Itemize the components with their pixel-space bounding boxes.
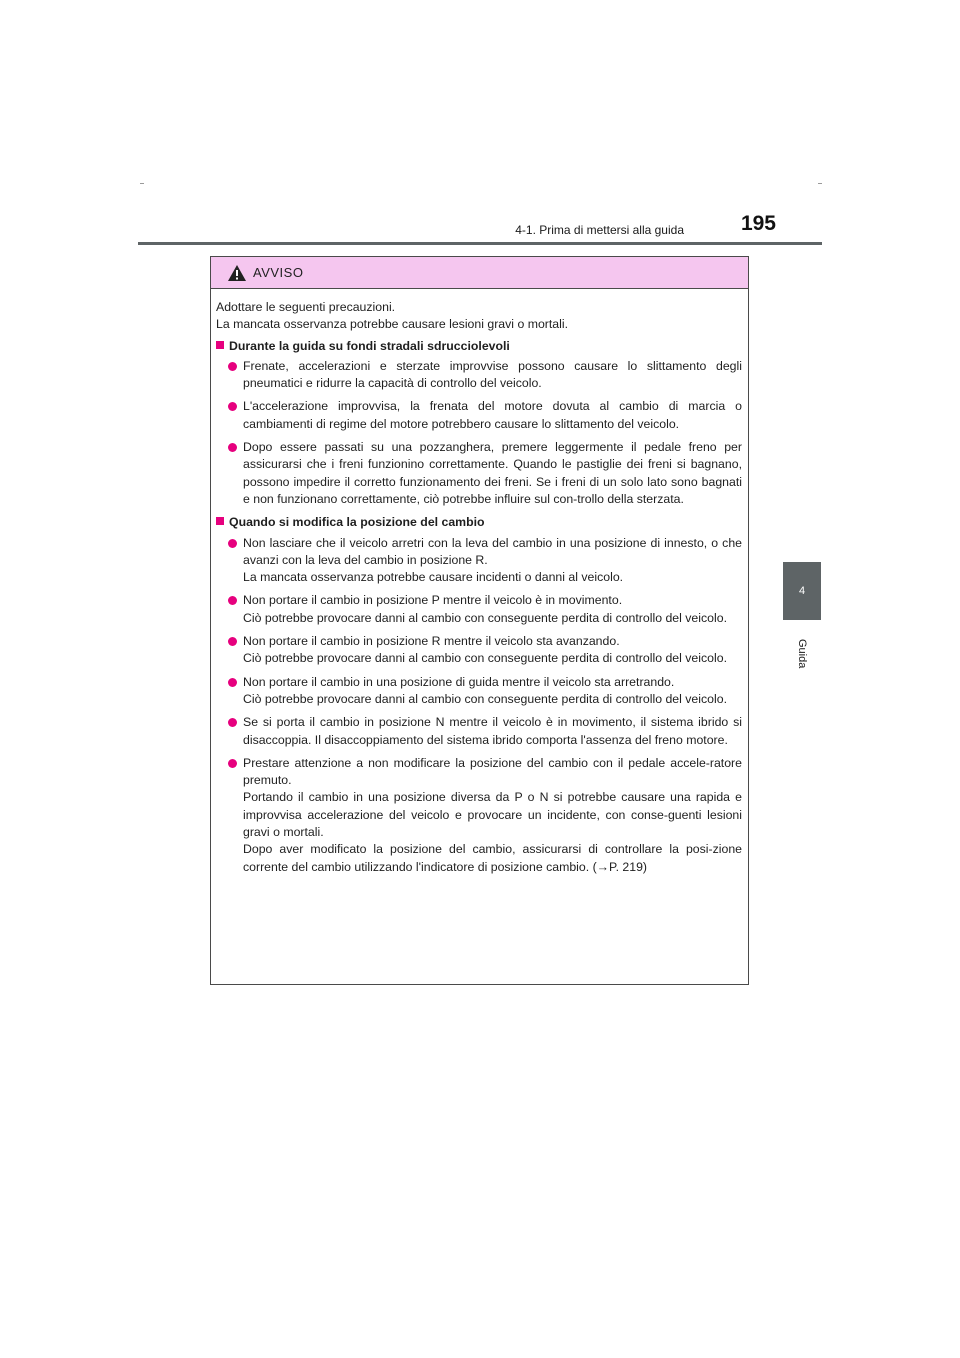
item-text: Ciò potrebbe provocare danni al cambio con conseguente perdita di controllo del veicolo. [243, 651, 727, 666]
crop-mark-left [140, 183, 144, 184]
section-title: 4-1. Prima di mettersi alla guida [515, 223, 684, 237]
warning-body [211, 289, 748, 876]
intro-line: La mancata osservanza potrebbe causare lesioni gravi o mortali. [216, 317, 569, 332]
page-header [138, 208, 822, 246]
list-item [216, 755, 742, 876]
section-heading-text: Durante la guida su fondi stradali sdrucciolevoli [229, 338, 510, 353]
list-item [216, 633, 742, 668]
item-text: Non portare il cambio in posizione P mentre il veicolo è in movimento. [243, 593, 623, 608]
square-bullet-icon [216, 517, 224, 525]
item-text: L'accelerazione improvvisa, la frenata del motore dovuta al cambio di marcia o cambiamenti di regime del motore potrebbero causare lo slittamento del veicolo. [243, 399, 742, 431]
chapter-label: Guida [796, 639, 808, 669]
dot-bullet-icon [228, 402, 237, 411]
section-heading [216, 514, 742, 531]
item-text: Dopo essere passati su una pozzanghera, premere leggermente il pedale freno per assicurarsi che i freni funzionino correttamente. Quando le pastiglie dei freni si bagnano, possono impedire il corretto funzionamento dei freni. Se i freni di un solo lato sono bagnati e non funzionano correttamente, ciò potrebbe influire sul con-trollo della sterzata. [243, 440, 742, 506]
list-item [216, 535, 742, 587]
item-text: Non lasciare che il veicolo arretri con la leva del cambio in una posizione di innesto, o che avanzi con la leva del cambio in posizione R. [243, 535, 742, 567]
item-text: Non portare il cambio in posizione R mentre il veicolo sta avanzando. [243, 634, 620, 649]
section-heading [216, 338, 742, 355]
section-heading-text: Quando si modifica la posizione del cambio [229, 515, 485, 530]
dot-bullet-icon [228, 539, 237, 548]
list-item [216, 714, 742, 749]
item-text: Prestare attenzione a non modificare la posizione del cambio con il pedale accele-ratore premuto. [243, 755, 742, 788]
square-bullet-icon [216, 341, 224, 349]
chapter-tab [783, 562, 821, 620]
section-shift-position [216, 514, 742, 876]
item-text: Se si porta il cambio in posizione N mentre il veicolo è in movimento, il sistema ibrido si disaccoppia. Il disaccoppiamento del sistema ibrido comporta l'assenza del freno motore. [243, 715, 742, 747]
warning-box [210, 256, 749, 985]
dot-bullet-icon [228, 678, 237, 687]
section-slippery-roads [216, 338, 742, 509]
chapter-number: 4 [798, 585, 806, 597]
item-text: Ciò potrebbe provocare danni al cambio con conseguente perdita di controllo del veicolo. [243, 691, 727, 706]
list-item [216, 358, 742, 393]
list-item [216, 674, 742, 709]
warning-title: AVVISO [253, 265, 304, 280]
dot-bullet-icon [228, 759, 237, 768]
header-rule [138, 242, 822, 245]
page-number: 195 [740, 212, 776, 235]
warning-header [211, 257, 748, 289]
intro-line: Adottare le seguenti precauzioni. [216, 300, 396, 314]
item-text: Frenate, accelerazioni e sterzate improvvise possono causare lo slittamento degli pneumatici e ridurre la capacità di controllo del veicolo. [243, 358, 742, 391]
dot-bullet-icon [228, 443, 237, 452]
dot-bullet-icon [228, 718, 237, 727]
list-item [216, 439, 742, 508]
warning-triangle-icon [227, 264, 247, 282]
dot-bullet-icon [228, 596, 237, 605]
list-item [216, 398, 742, 433]
item-text: Ciò potrebbe provocare danni al cambio con conseguente perdita di controllo del veicolo. [243, 610, 727, 625]
crop-mark-right [818, 183, 822, 184]
dot-bullet-icon [228, 637, 237, 646]
item-text: La mancata osservanza potrebbe causare incidenti o danni al veicolo. [243, 570, 624, 585]
item-text: Dopo aver modificato la posizione del cambio, assicurarsi di controllare la posi-zione corrente del cambio utilizzando l'indicatore di posizione cambio. (→P. 219) [243, 842, 742, 874]
list-item [216, 592, 742, 627]
warning-intro [216, 299, 742, 334]
dot-bullet-icon [228, 362, 237, 371]
item-text: Non portare il cambio in una posizione di guida mentre il veicolo sta arretrando. [243, 674, 675, 689]
item-text: Portando il cambio in una posizione diversa da P o N si potrebbe causare una rapida e improvvisa accelerazione del veicolo e provocare un incidente, con conse-guenti lesioni gravi o mortali. [243, 790, 742, 840]
